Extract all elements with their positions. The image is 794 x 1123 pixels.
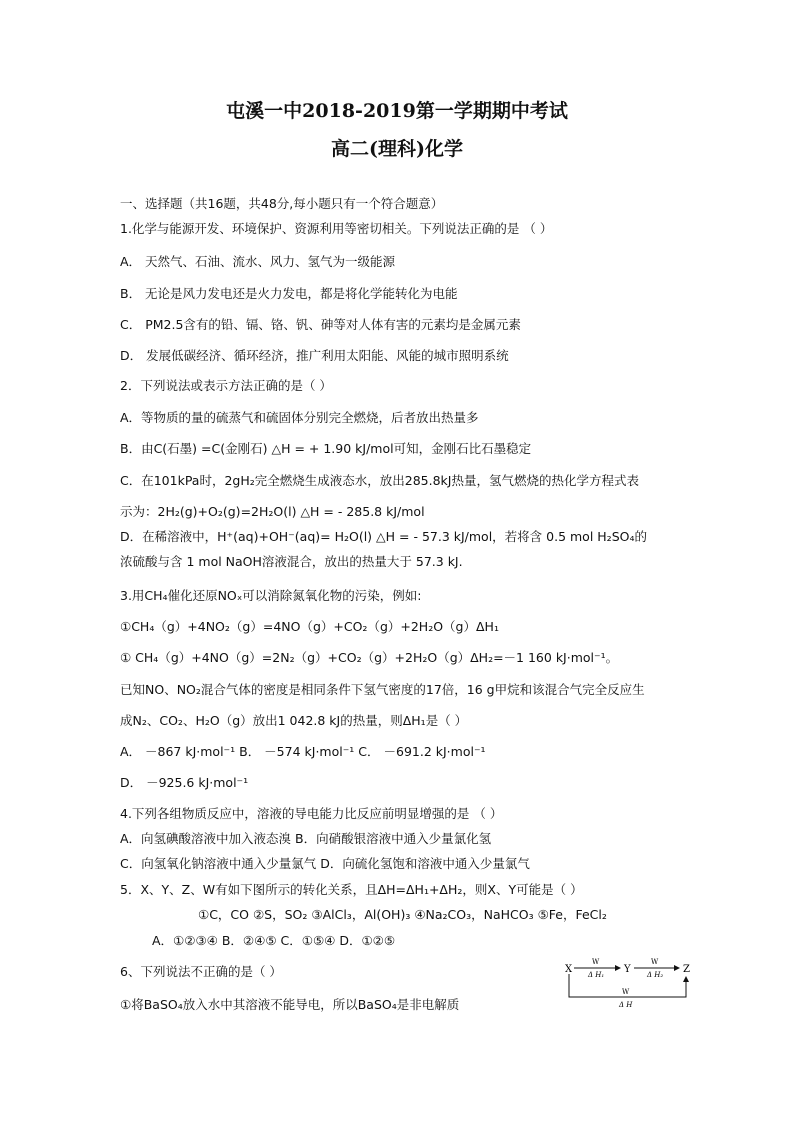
label-w-2: W [651,958,659,966]
question-3-condition-cont: 成N₂、CO₂、H₂O（g）放出1 042.8 kJ的热量，则ΔH₁是（ ） [120,713,468,728]
question-1-option-d: D． 发展低碳经济、循环经济，推广利用太阳能、风能的城市照明系统 [120,348,509,363]
label-w-1: W [592,958,600,966]
question-5-options: A．①②③④ B．②④⑤ C．①⑤④ D．①②⑤ [152,933,396,948]
diagram-node-y: Y [624,964,631,975]
question-4-stem: 4.下列各组物质反应中，溶液的导电能力比反应前明显增强的是 （ ） [120,806,503,821]
question-5-stem: 5．X、Y、Z、W有如下图所示的转化关系，且ΔH=ΔH₁+ΔH₂，则X、Y可能是（ ） [120,882,583,897]
question-1-option-c: C． PM2.5含有的铅、镉、铬、钒、砷等对人体有害的元素均是金属元素 [120,317,521,332]
question-6-statement-1: ①将BaSO₄放入水中其溶液不能导电，所以BaSO₄是非电解质 [120,997,460,1012]
question-2-option-a: A．等物质的量的硫蒸气和硫固体分别完全燃烧，后者放出热量多 [120,410,479,425]
label-w-3: W [622,988,630,996]
question-3-equation-2: ① CH₄（g）+4NO（g）=2N₂（g）+CO₂（g）+2H₂O（g）ΔH₂=－1 160 kJ·mol⁻¹。 [120,650,619,665]
exam-title: 屯溪一中2018-2019第一学期期中考试 [226,100,568,122]
question-2-option-c: C．在101kPa时，2gH₂完全燃烧生成液态水，放出285.8kJ热量，氢气燃烧的热化学方程式表 [120,473,639,488]
question-1-option-b: B． 无论是风力发电还是火力发电，都是将化学能转化为电能 [120,286,458,301]
section-heading: 一、选择题（共16题，共48分,每小题只有一个符合题意） [120,196,444,211]
question-1-option-a: A． 天然气、石油、流水、风力、氢气为一级能源 [120,254,396,269]
question-5-choices: ①C，CO ②S，SO₂ ③AlCl₃，Al(OH)₃ ④Na₂CO₃，NaHCO₃ ⑤Fe，FeCl₂ [198,907,607,922]
question-2-option-c-cont: 示为：2H₂(g)+O₂(g)=2H₂O(l) △H = - 285.8 kJ/mol [120,504,425,519]
question-3-stem: 3.用CH₄催化还原NOₓ可以消除氮氧化物的污染，例如: [120,588,422,603]
conversion-diagram [562,955,694,1013]
diagram-node-z: Z [683,964,690,975]
exam-subtitle: 高二(理科)化学 [331,138,463,160]
question-3-option-d: D． －925.6 kJ·mol⁻¹ [120,775,249,790]
question-4-options-cd: C．向氢氧化钠溶液中通入少量氯气 D．向硫化氢饱和溶液中通入少量氯气 [120,856,530,871]
question-3-equation-1: ①CH₄（g）+4NO₂（g）=4NO（g）+CO₂（g）+2H₂O（g）ΔH₁ [120,619,499,634]
question-6-stem: 6、下列说法不正确的是（ ） [120,964,282,979]
question-2-option-b: B．由C(石墨) =C(金刚石) △H = + 1.90 kJ/mol可知，金刚石比石墨稳定 [120,441,532,456]
diagram-node-x: X [565,964,573,975]
question-2-option-d: D．在稀溶液中，H⁺(aq)+OH⁻(aq)= H₂O(l) △H = - 57.3 kJ/mol，若将含 0.5 mol H₂SO₄的 [120,529,647,544]
label-dh1: Δ H₁ [588,971,605,979]
label-dh: Δ H [619,1001,633,1009]
question-4-options-ab: A．向氢碘酸溶液中加入液态溴 B．向硝酸银溶液中通入少量氯化氢 [120,831,492,846]
question-3-options-abc: A． －867 kJ·mol⁻¹ B． －574 kJ·mol⁻¹ C． －691.2 kJ·mol⁻¹ [120,744,486,759]
question-2-option-d-cont: 浓硫酸与含 1 mol NaOH溶液混合，放出的热量大于 57.3 kJ. [120,554,463,569]
question-1-stem: 1.化学与能源开发、环境保护、资源利用等密切相关。下列说法正确的是 （ ） [120,221,553,236]
question-2-stem: 2．下列说法或表示方法正确的是（ ） [120,378,332,393]
question-3-condition: 已知NO、NO₂混合气体的密度是相同条件下氢气密度的17倍，16 g甲烷和该混合气完全反应生 [120,682,645,697]
label-dh2: Δ H₂ [647,971,664,979]
